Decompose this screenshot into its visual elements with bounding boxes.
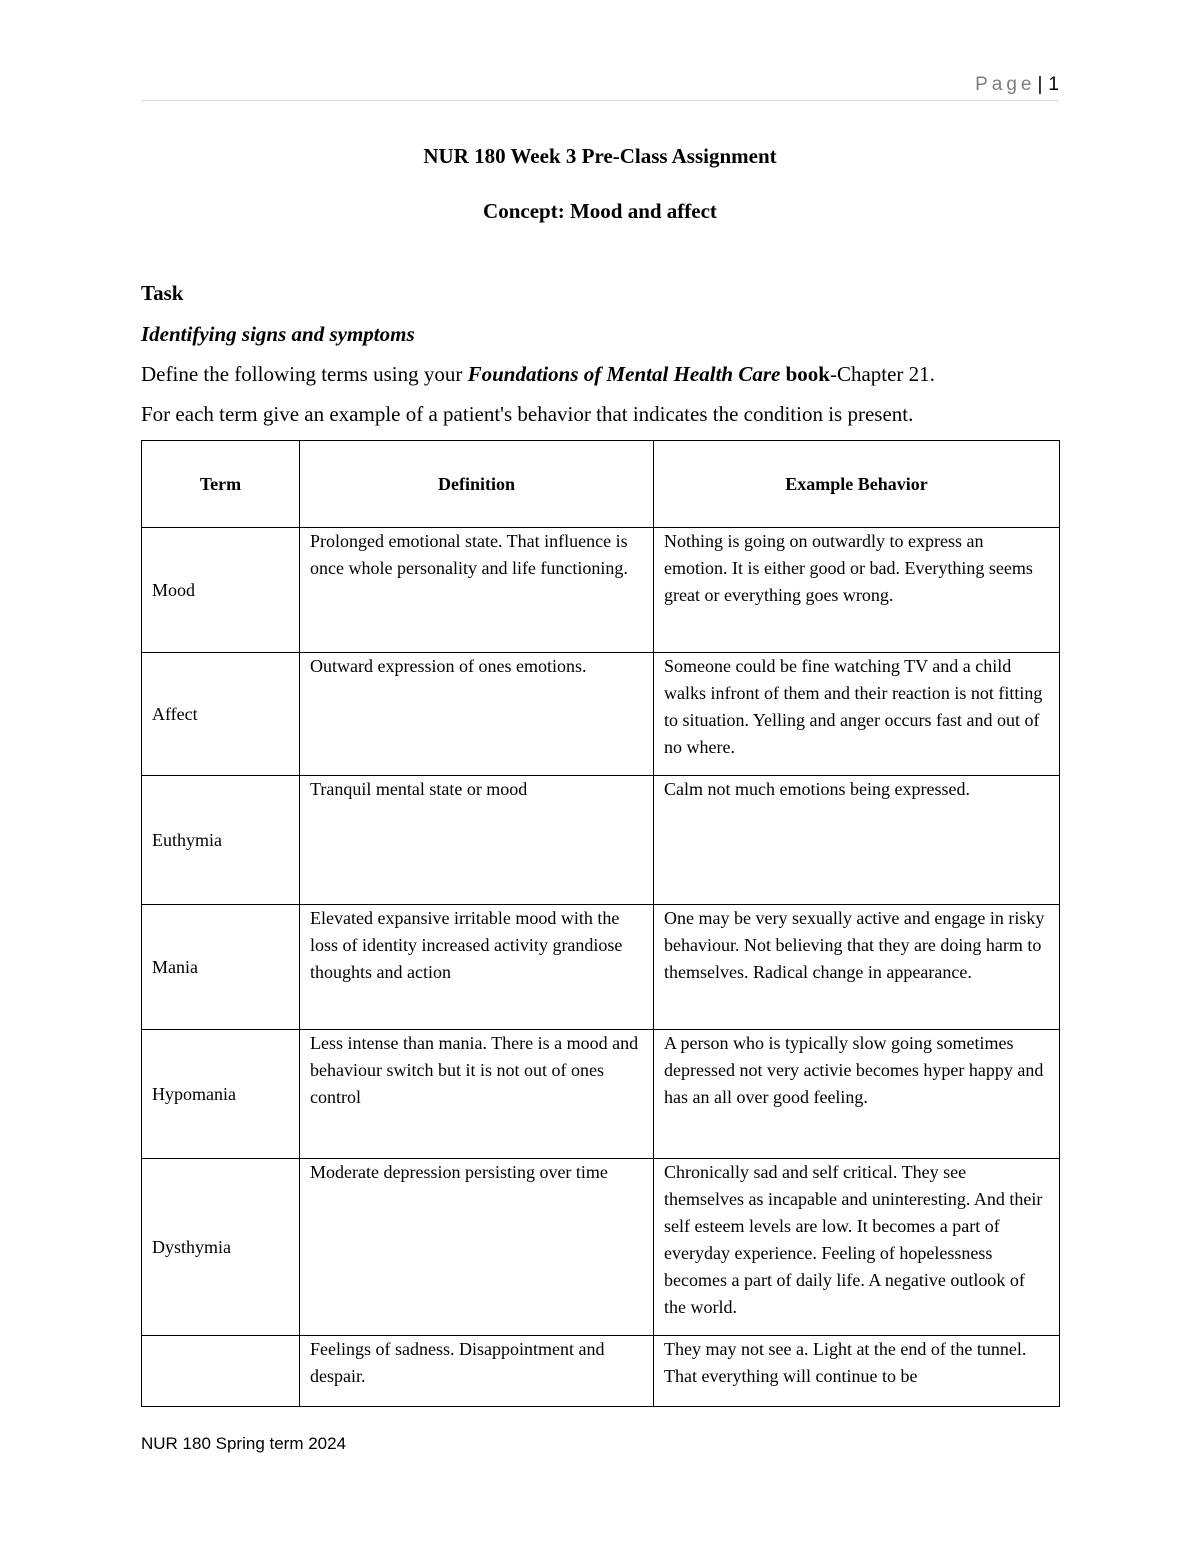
definition-cell: Outward expression of ones emotions. bbox=[300, 653, 654, 776]
table-row bbox=[142, 1030, 1060, 1159]
page-number: 1 bbox=[1048, 74, 1059, 95]
definition-cell: Elevated expansive irritable mood with the loss of identity increased activity grandiose thoughts and action bbox=[300, 905, 654, 1030]
definition-cell: Moderate depression persisting over time bbox=[300, 1159, 654, 1336]
table-row bbox=[142, 653, 1060, 776]
term-cell: Hypomania bbox=[142, 1030, 300, 1159]
example-cell: Nothing is going on outwardly to express an emotion. It is either good or bad. Everything seems great or everything goes wrong. bbox=[654, 528, 1060, 653]
page-word: Page bbox=[975, 74, 1036, 95]
header-example-behavior: Example Behavior bbox=[654, 441, 1060, 528]
definition-cell: Less intense than mania. There is a mood and behaviour switch but it is not out of ones control bbox=[300, 1030, 654, 1159]
table-header-row bbox=[142, 441, 1060, 528]
page-footer: NUR 180 Spring term 2024 bbox=[141, 1434, 347, 1453]
term-cell: Mood bbox=[142, 528, 300, 653]
example-cell: A person who is typically slow going sometimes depressed not very activie becomes hyper happy and has an all over good feeling. bbox=[654, 1030, 1060, 1159]
page-number-label bbox=[975, 74, 1059, 96]
concept-heading: Concept: Mood and affect bbox=[483, 199, 717, 223]
section-subheading: Identifying signs and symptoms bbox=[141, 322, 415, 346]
header-definition: Definition bbox=[300, 441, 654, 528]
page-header bbox=[141, 70, 1059, 101]
instruction-line-1 bbox=[141, 362, 935, 387]
terms-table bbox=[141, 440, 1060, 1407]
instruction-line-2: For each term give an example of a patient's behavior that indicates the condition is present. bbox=[141, 402, 914, 426]
instruction-suffix: -Chapter 21. bbox=[829, 362, 935, 386]
definition-cell: Prolonged emotional state. That influence is once whole personality and life functioning. bbox=[300, 528, 654, 653]
table-row bbox=[142, 528, 1060, 653]
example-cell: They may not see a. Light at the end of the tunnel. That everything will continue to be bbox=[654, 1336, 1060, 1407]
definition-cell: Tranquil mental state or mood bbox=[300, 776, 654, 905]
example-cell: Someone could be fine watching TV and a child walks infront of them and their reaction is not fitting to situation. Yelling and anger occurs fast and out of no where. bbox=[654, 653, 1060, 776]
definition-cell: Feelings of sadness. Disappointment and despair. bbox=[300, 1336, 654, 1407]
book-word: book bbox=[780, 362, 830, 386]
example-cell: Chronically sad and self critical. They see themselves as incapable and uninteresting. And their self esteem levels are low. It becomes a part of everyday experience. Feeling of hopelessness becomes a part of daily life. A negative outlook of the world. bbox=[654, 1159, 1060, 1336]
example-cell: Calm not much emotions being expressed. bbox=[654, 776, 1060, 905]
term-cell bbox=[142, 1336, 300, 1407]
term-cell: Euthymia bbox=[142, 776, 300, 905]
task-heading: Task bbox=[141, 281, 184, 305]
page-separator: | bbox=[1037, 74, 1043, 95]
table-row bbox=[142, 1159, 1060, 1336]
instruction-prefix: Define the following terms using your bbox=[141, 362, 468, 386]
table-row bbox=[142, 776, 1060, 905]
term-cell: Dysthymia bbox=[142, 1159, 300, 1336]
term-cell: Mania bbox=[142, 905, 300, 1030]
table-row bbox=[142, 1336, 1060, 1407]
document-title: NUR 180 Week 3 Pre-Class Assignment bbox=[423, 144, 777, 168]
example-cell: One may be very sexually active and engage in risky behaviour. Not believing that they are doing harm to themselves. Radical change in appearance. bbox=[654, 905, 1060, 1030]
header-term: Term bbox=[142, 441, 300, 528]
table-row bbox=[142, 905, 1060, 1030]
book-title: Foundations of Mental Health Care bbox=[467, 362, 781, 386]
term-cell: Affect bbox=[142, 653, 300, 776]
